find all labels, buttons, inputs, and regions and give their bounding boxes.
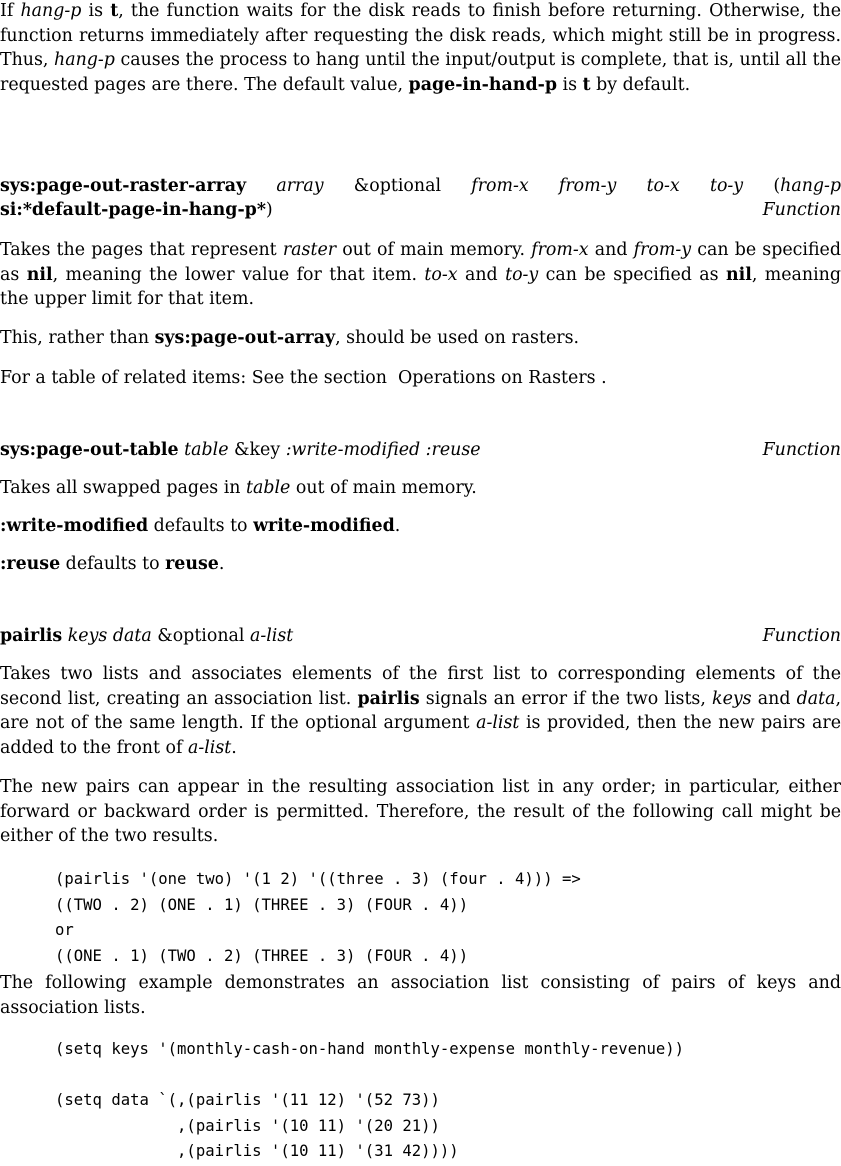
entry1-note: This, rather than sys:page-out-array, should be used on rasters. (0, 328, 580, 348)
entry-page-out-raster-array (0, 174, 841, 222)
function-signature: sys:page-out-raster-array array &optional from-x from-y to-x to-y (hang-p si:*default-page-in-hang-p*) Function (0, 176, 841, 220)
function-name: sys:page-out-table (0, 440, 179, 460)
entry3-order-note: The new pairs can appear in the resulting association list in any order; in particular, either forward or backward order is permitted. Therefore, the result of the following call might be either of the two results. (0, 777, 841, 846)
entry-page-out-table: sys:page-out-table table &key :write-modified :reuse Function (0, 440, 841, 460)
function-kind: Function (762, 626, 841, 646)
entry1-see-also: For a table of related items: See the section Operations on Rasters . (0, 368, 607, 388)
hang-p-paragraph: If hang-p is t, the function waits for the disk reads to finish before returning. Otherwise, the function returns immediately after requesting the disk reads, which might still be in progress. Thus, hang-p causes the process to hang until the input/output is complete, that is, until all the requested pages are there. The default value, page-in-hand-p is t by default. (0, 1, 841, 95)
function-name: pairlis (0, 626, 63, 646)
entry-pairlis: pairlis keys data &optional a-list Function (0, 626, 841, 646)
code-example-pairlis: (pairlis '(one two) '(1 2) '((three . 3) (four . 4))) => ((TWO . 2) (ONE . 1) (THREE . 3) (FOUR . 4)) or ((ONE . 1) (TWO . 2) (THREE . 3) (FOUR . 4)) (55, 870, 581, 965)
entry2-reuse: :reuse defaults to reuse. (0, 554, 225, 574)
entry1-description: Takes the pages that represent raster out of main memory. from-x and from-y can be specified as nil, meaning the lower value for that item. to-x and to-y can be specified as nil, meaning the upper limit for that item. (0, 240, 841, 309)
function-kind: Function (762, 200, 841, 220)
function-name: sys:page-out-raster-array (0, 176, 247, 196)
entry2-write-modified: :write-modified defaults to write-modified. (0, 516, 401, 536)
code-example-setq: (setq keys '(monthly-cash-on-hand monthly-expense monthly-revenue)) (setq data `(,(pairlis '(11 12) '(52 73)) ,(pairlis '(10 11) '(20 21)) ,(pairlis '(10 11) '(31 42)))) (55, 1040, 685, 1160)
function-kind: Function (762, 440, 841, 460)
entry2-description: Takes all swapped pages in table out of main memory. (0, 478, 477, 498)
entry3-description: Takes two lists and associates elements of the first list to corresponding elements of the second list, creating an association list. pairlis signals an error if the two lists, keys and data, are not of the same length. If the optional argument a-list is provided, then the new pairs are added to the front of a-list. (0, 664, 841, 758)
default-name: page-in-hand-p (408, 74, 557, 95)
entry3-example-intro: The following example demonstrates an association list consisting of pairs of keys and association lists. (0, 973, 841, 1018)
